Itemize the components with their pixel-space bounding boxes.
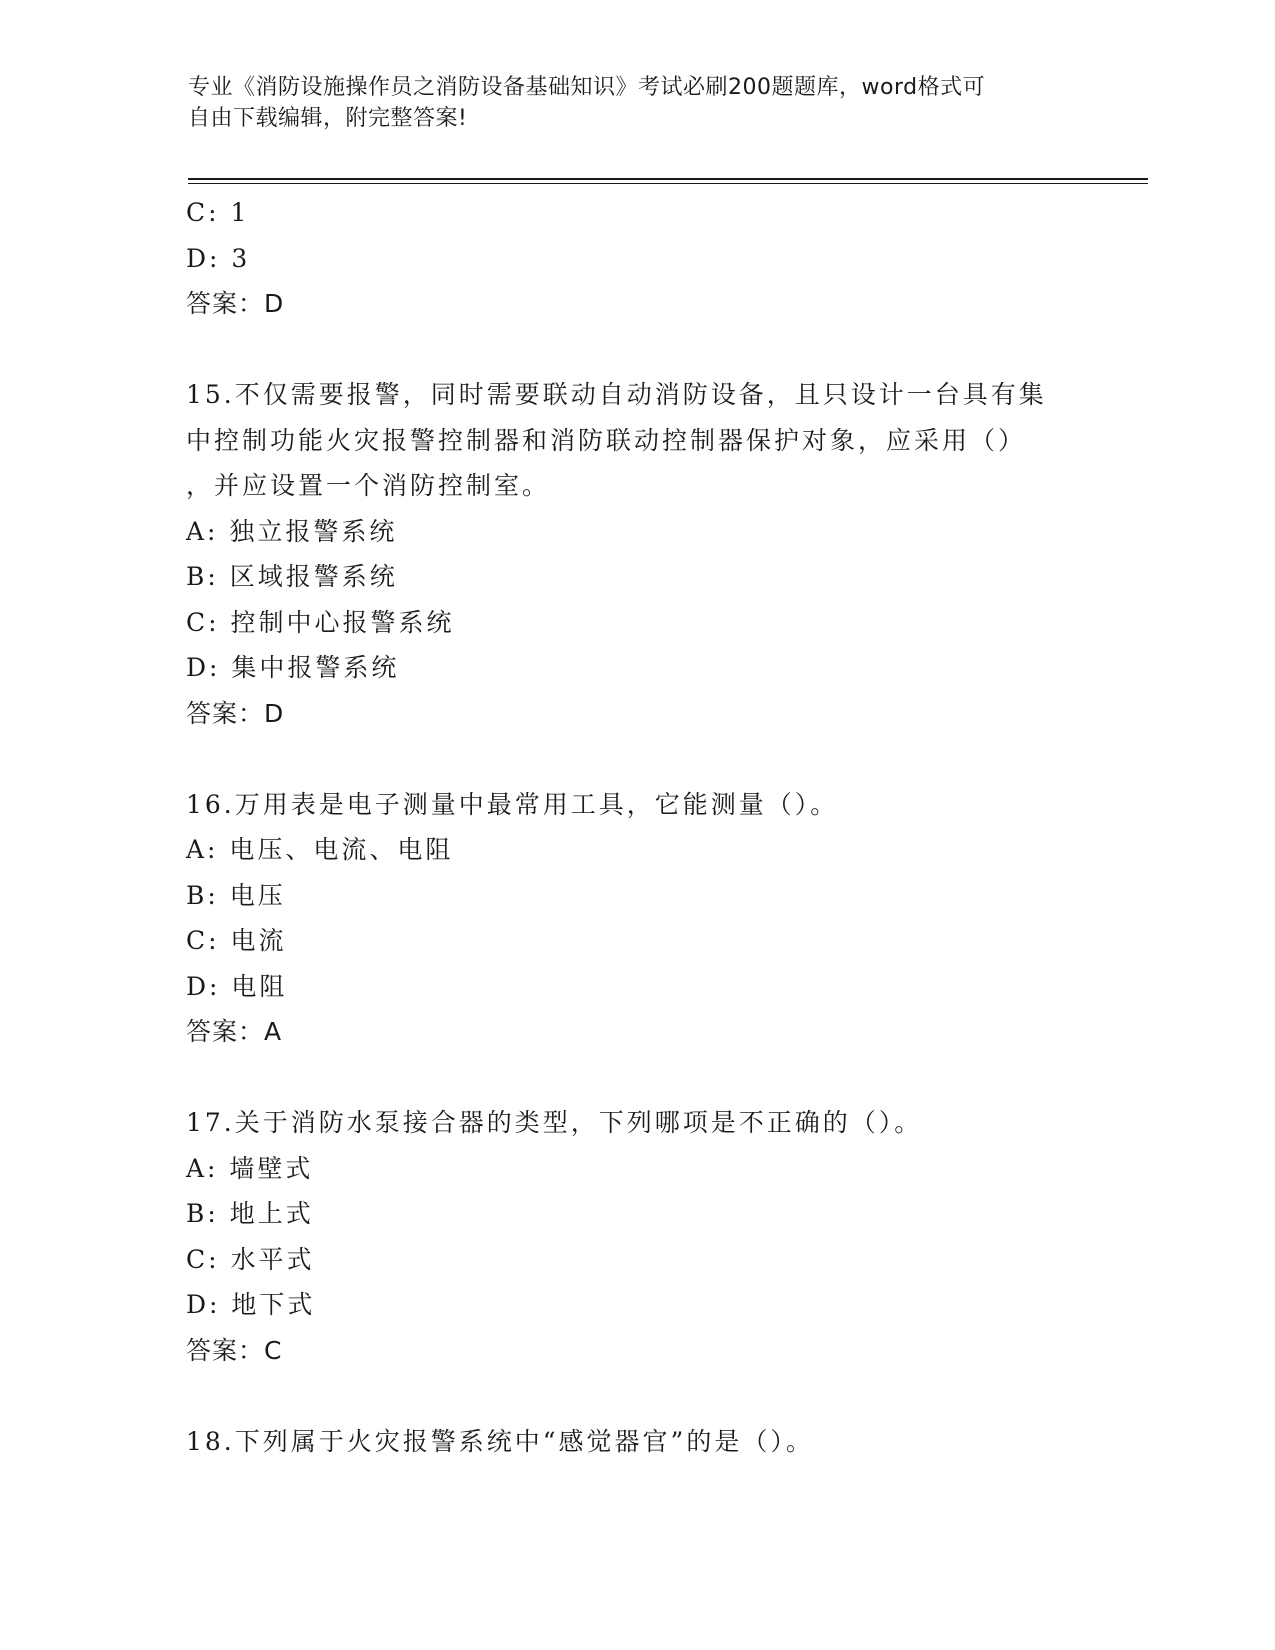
question-text: 16.万用表是电子测量中最常用工具，它能测量（）。 <box>186 789 839 819</box>
option-a: A: 墙壁式 <box>186 1153 314 1183</box>
spacer <box>186 736 1086 782</box>
question-16 <box>186 782 1086 1055</box>
option-a: A: 电压、电流、电阻 <box>186 835 454 864</box>
option-c: C: 水平式 <box>186 1244 315 1274</box>
header-divider-thick <box>188 178 1148 180</box>
document-body <box>186 190 1086 1464</box>
option-a: A: 独立报警系统 <box>186 516 398 546</box>
option-b: B: 区域报警系统 <box>186 562 398 591</box>
option-c: C: 控制中心报警系统 <box>186 607 455 637</box>
question-text: 15.不仅需要报警，同时需要联动自动消防设备，且只设计一台具有集 <box>186 380 1047 409</box>
spacer <box>186 1373 1086 1419</box>
header-title-line-2: 自由下载编辑，附完整答案! <box>188 106 468 131</box>
option-c: C: 1 <box>186 198 250 227</box>
spacer <box>186 1055 1086 1101</box>
question-14-tail <box>186 190 1086 327</box>
answer-line: 答案：C <box>186 1335 283 1365</box>
option-d: D: 集中报警系统 <box>186 653 400 682</box>
answer-line: 答案：D <box>186 289 285 318</box>
option-d: D: 地下式 <box>186 1290 316 1319</box>
answer-line: 答案：A <box>186 1017 283 1046</box>
answer-line: 答案：D <box>186 698 285 728</box>
spacer <box>186 327 1086 373</box>
question-text: ，并应设置一个消防控制室。 <box>186 471 551 500</box>
option-d: D: 3 <box>186 243 251 273</box>
option-c: C: 电流 <box>186 926 287 955</box>
option-b: B: 地上式 <box>186 1199 314 1228</box>
question-text: 18.下列属于火灾报警系统中“感觉器官”的是（）。 <box>186 1426 814 1456</box>
page-header <box>188 72 1088 134</box>
option-b: B: 电压 <box>186 880 286 910</box>
header-title-line-1: 专业《消防设施操作员之消防设备基础知识》考试必刷200题题库，word格式可 <box>188 75 986 100</box>
header-divider-thin <box>188 183 1148 184</box>
question-text: 中控制功能火灾报警控制器和消防联动控制器保护对象，应采用（） <box>186 425 1027 455</box>
question-18 <box>186 1419 1086 1465</box>
question-15 <box>186 372 1086 736</box>
option-d: D: 电阻 <box>186 971 288 1001</box>
question-17 <box>186 1100 1086 1373</box>
question-text: 17.关于消防水泵接合器的类型，下列哪项是不正确的（）。 <box>186 1108 923 1137</box>
